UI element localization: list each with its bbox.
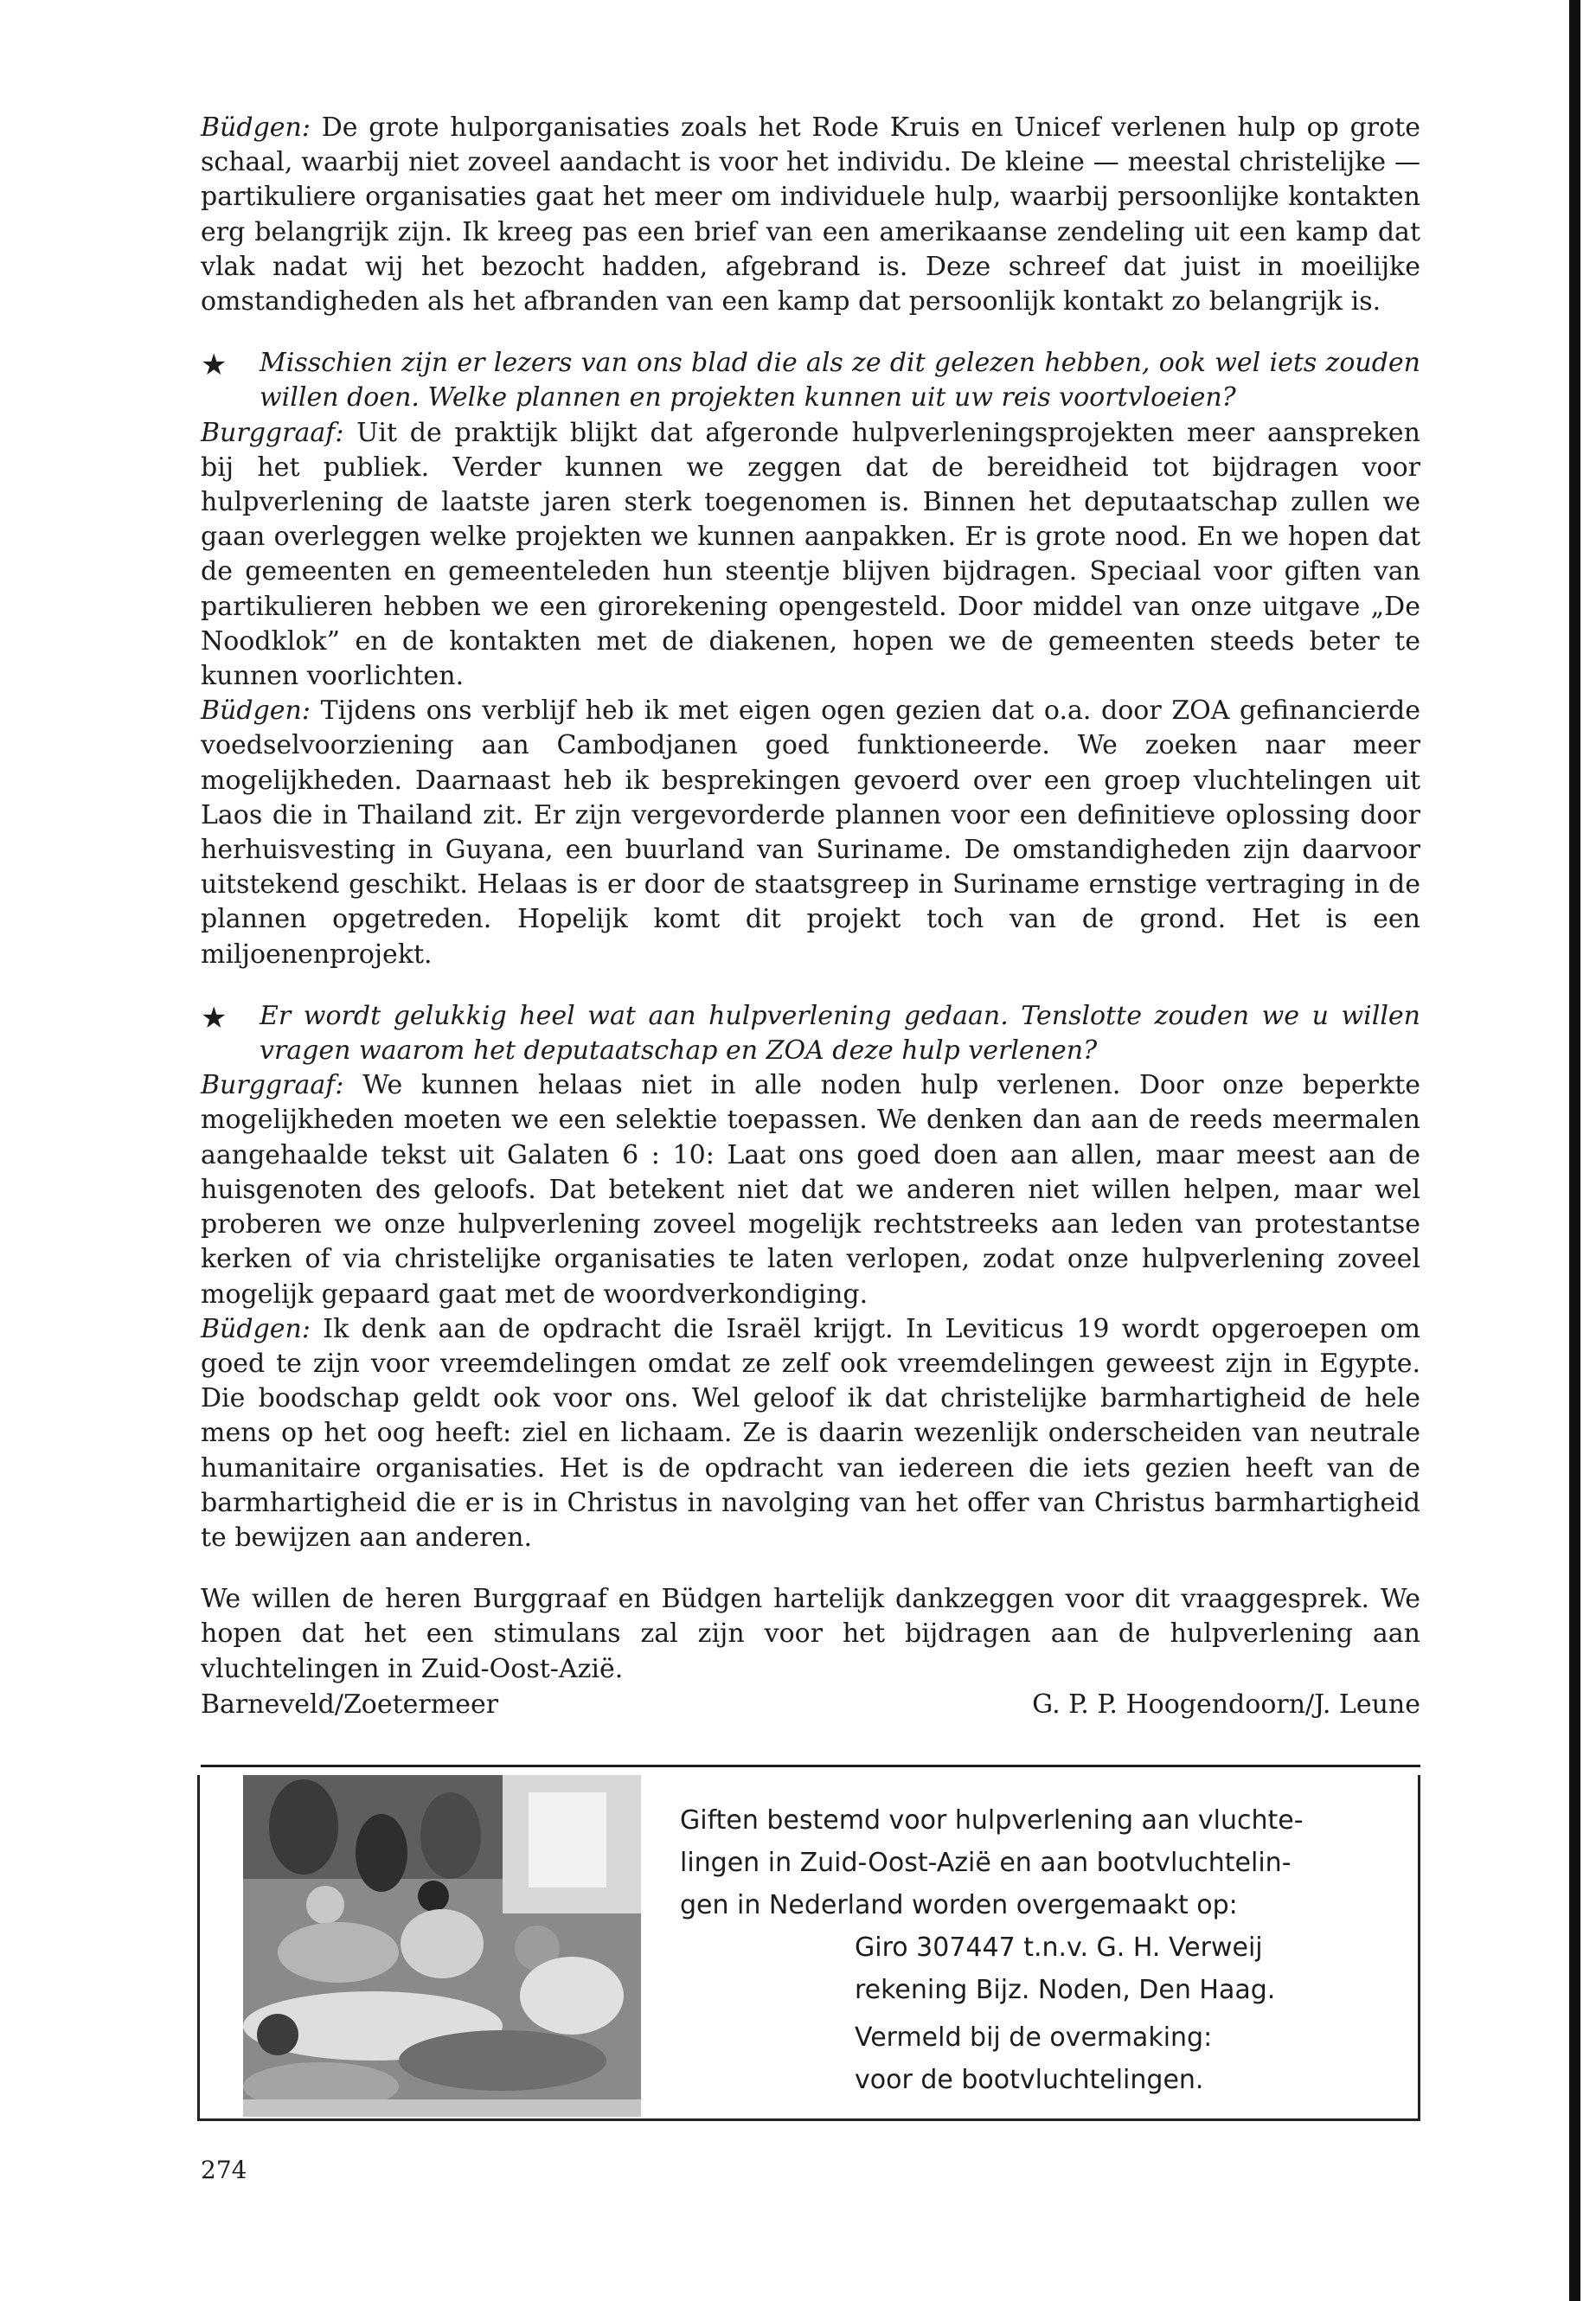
donation-intro-line: lingen in Zuid-Oost-Azië en aan bootvluchtelin-	[680, 1848, 1292, 1878]
star-icon: ★	[201, 348, 228, 383]
answer-text: De grote hulporganisaties zoals het Rode Kruis en Unicef verlenen hulp op grote schaal, waarbij niet zoveel aandacht is voor het individu. De kleine — meestal christelijke — partikuliere organisaties gaat het meer om individuele hulp, waarbij persoonlijke kontakten erg belangrijk zijn. Ik kreeg pas een brief van een amerikaanse zendeling uit een kamp dat vlak nadat wij het bezocht hadden, afgebrand is. Deze schreef dat juist in moeilijke omstandigheden als het afbranden van een kamp dat persoonlijk kontakt zo belangrijk is.	[201, 112, 1420, 317]
answer-text: Tijdens ons verblijf heb ik met eigen ogen gezien dat o.a. door ZOA gefinancierde voedselvoorziening aan Cambodjanen goed funktioneerde. We zoeken naar meer mogelijkheden. Daarnaast heb ik besprekingen gevoerd over een groep vluchtelingen uit Laos die in Thailand zit. Er zijn vergevorderde plannen voor een definitieve oplossing door herhuisvesting in Guyana, een buurland van Suriname. De omstandigheden zijn daarvoor uitstekend geschikt. Helaas is er door de staatsgreep in Suriname ernstige vertraging in de plannen opgetreden. Hopelijk komt dit projekt toch van de grond. Het is een miljoenenprojekt.	[201, 695, 1420, 970]
answer-burggraaf-2	[201, 1068, 1420, 1311]
speaker-label: Büdgen:	[201, 112, 311, 143]
question-1	[201, 346, 1420, 415]
account-name: rekening Bijz. Noden, Den Haag.	[855, 1975, 1276, 2005]
refugee-photo-image	[243, 1775, 641, 2117]
giro-number: Giro 307447 t.n.v. G. H. Verweij	[855, 1932, 1263, 1963]
speaker-label: Büdgen:	[201, 1313, 311, 1344]
question-text: Misschien zijn er lezers van ons blad die als ze dit gelezen hebben, ook wel iets zouden willen doen. Welke plannen en projekten kunnen uit uw reis voortvloeien?	[260, 348, 1420, 413]
speaker-label: Burggraaf:	[201, 1070, 344, 1101]
donation-intro-line: gen in Nederland worden overgemaakt op:	[680, 1890, 1238, 1920]
answer-budgen-3	[201, 1312, 1420, 1555]
closing-paragraph: We willen de heren Burggraaf en Büdgen hartelijk dankzeggen voor dit vraaggesprek. We hopen dat het een stimulans zal zijn voor het bijdragen aan de hulpverlening aan vluchtelingen in Zuid-Oost-Azië.	[201, 1584, 1420, 1684]
section-divider	[201, 1765, 1420, 1767]
donation-box	[197, 1775, 1420, 2121]
answer-burggraaf-1	[201, 416, 1420, 695]
question-2	[201, 999, 1420, 1068]
question-text: Er wordt gelukkig heel wat aan hulpverlening gedaan. Tenslotte zouden we u willen vragen waarom het deputaatschap en ZOA deze hulp verlenen?	[260, 1000, 1420, 1067]
refugee-photo	[243, 1775, 641, 2117]
page-edge-bar	[1569, 0, 1580, 2301]
donation-info	[680, 1799, 1407, 2101]
speaker-label: Büdgen:	[201, 695, 311, 727]
answer-budgen-2	[201, 694, 1420, 972]
answer-budgen-1	[201, 111, 1420, 319]
page-number: 274	[201, 2156, 247, 2184]
star-icon: ★	[201, 1000, 228, 1035]
transfer-note-detail: voor de bootvluchtelingen.	[855, 2065, 1204, 2095]
donation-intro-line: Giften bestemd voor hulpverlening aan vluchte-	[680, 1805, 1304, 1836]
speaker-label: Burggraaf:	[201, 417, 344, 448]
signature-authors: G. P. P. Hoogendoorn/J. Leune	[1032, 1689, 1420, 1720]
answer-text: Ik denk aan de opdracht die Israël krijgt. In Leviticus 19 wordt opgeroepen om goed te zijn voor vreemdelingen omdat ze zelf ook vreemdelingen geweest zijn in Egypte. Die boodschap geldt ook voor ons. Wel geloof ik dat christelijke barmhartigheid de hele mens op het oog heeft: ziel en lichaam. Ze is daarin wezenlijk onderscheiden van neutrale humanitaire organisaties. Het is de opdracht van iedereen die iets gezien heeft van de barmhartigheid die er is in Christus in navolging van het offer van Christus barmhartigheid te bewijzen aan anderen.	[201, 1313, 1420, 1553]
signature-place: Barneveld/Zoetermeer	[201, 1689, 499, 1720]
transfer-note: Vermeld bij de overmaking:	[855, 2022, 1213, 2053]
interview-body	[201, 111, 1420, 1687]
answer-text: We kunnen helaas niet in alle noden hulp verlenen. Door onze beperkte mogelijkheden moeten we een selektie toepassen. We denken dan aan de reeds meermalen aangehaalde tekst uit Galaten 6 : 10: Laat ons goed doen aan allen, maar meest aan de huisgenoten des geloofs. Dat betekent niet dat we anderen niet willen helpen, maar wel proberen we onze hulpverlening zoveel mogelijk rechtstreeks aan leden van protestantse kerken of via christelijke organisaties te laten verlopen, zodat onze hulpverlening zoveel mogelijk gepaard gaat met de woordverkondiging.	[201, 1070, 1420, 1310]
answer-text: Uit de praktijk blijkt dat afgeronde hulpverleningsprojekten meer aanspreken bij het publiek. Verder kunnen we zeggen dat de bereidheid tot bijdragen voor hulpverlening de laatste jaren sterk toegenomen is. Binnen het deputaatschap zullen we gaan overleggen welke projekten we kunnen aanpakken. Er is grote nood. En we hopen dat de gemeenten en gemeenteleden hun steentje blijven bijdragen. Speciaal voor giften van partikulieren hebben we een girorekening opengesteld. Door middel van onze uitgave „De Noodklok” en de kontakten met de diakenen, hopen we de gemeenten steeds beter te kunnen voorlichten.	[201, 417, 1420, 692]
